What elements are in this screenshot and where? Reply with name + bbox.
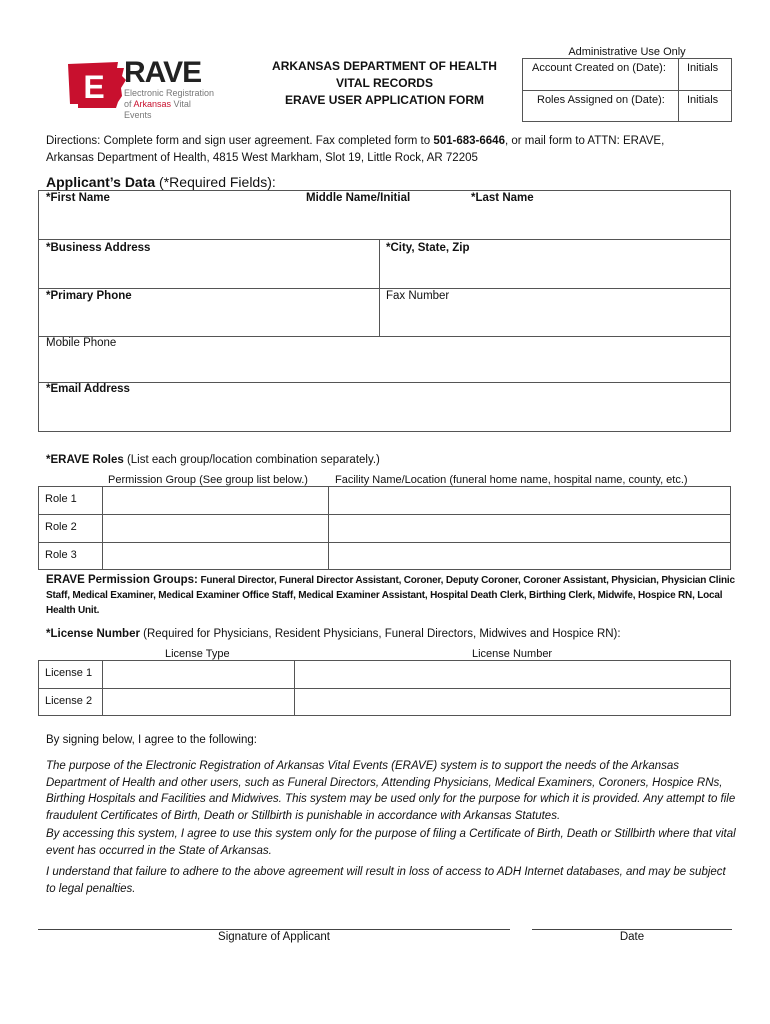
role-2-label: Role 2 <box>45 521 77 533</box>
license-col-number: License Number <box>472 648 553 660</box>
roles-col-facility: Facility Name/Location (funeral home name, hospital name, county, etc.) <box>335 474 688 486</box>
directions-address: Arkansas Department of Health, 4815 West Markham, Slot 19, Little Rock, AR 72205 <box>46 152 478 164</box>
business-address-label: *Business Address <box>46 242 151 254</box>
date-line[interactable] <box>532 929 732 930</box>
license-2-label: License 2 <box>45 695 93 707</box>
first-name-label: *First Name <box>46 192 110 204</box>
role-3-facility-field[interactable] <box>328 542 731 570</box>
applicant-section-title: Applicant’s Data (*Required Fields): <box>46 174 276 190</box>
fax-number: 501-683-6646 <box>433 135 505 147</box>
admin-roles-assigned-label: Roles Assigned on (Date): <box>537 94 665 106</box>
role-1-label: Role 1 <box>45 493 77 505</box>
header-form-title: ERAVE USER APPLICATION FORM <box>284 93 485 107</box>
last-name-label: *Last Name <box>471 192 534 204</box>
license-2-number-field[interactable] <box>294 688 731 716</box>
agreement-paragraph-1: The purpose of the Electronic Registration of Arkansas Vital Events (ERAVE) system is to support the needs of the Arkansas Department of Health and other users, such as Funeral Directors, Attending Physicians, Medical Examiners, Coroners, Hospice RNs, Birthing Hospitals and Facilities and Midwives. This system may be used only for the purpose for which it is provided. Any attempt to file fraudulent Certificates of Birth, Death or Stillbirth is punishable in accordance with Arkansas Statutes. <box>46 760 736 822</box>
agreement-paragraph-2: By accessing this system, I agree to use this system only for the purpose of filing a Certificate of Birth, Death or Stillbirth where that vital event has occurred in the State of Arkansas. <box>46 828 736 857</box>
logo-mark: E <box>83 69 105 105</box>
license-1-number-field[interactable] <box>294 660 731 689</box>
license-2-type-field[interactable] <box>102 688 295 716</box>
city-state-zip-label: *City, State, Zip <box>386 242 470 254</box>
roles-section-title: *ERAVE Roles (List each group/location combination separately.) <box>46 454 380 466</box>
admin-account-created-label: Account Created on (Date): <box>532 62 666 74</box>
admin-initials-label-1: Initials <box>687 62 719 74</box>
arkansas-state-icon <box>66 58 128 110</box>
logo-tagline-line1: Electronic Registration <box>124 88 215 98</box>
email-field[interactable] <box>38 382 731 432</box>
role-1-facility-field[interactable] <box>328 486 731 515</box>
role-2-facility-field[interactable] <box>328 514 731 543</box>
license-1-label: License 1 <box>45 667 93 679</box>
middle-name-label: Middle Name/Initial <box>306 192 411 204</box>
logo-tagline-line2: of Arkansas Vital Events <box>124 99 191 120</box>
role-1-permission-group-field[interactable] <box>102 486 329 515</box>
logo-tagline <box>124 88 216 121</box>
role-2-permission-group-field[interactable] <box>102 514 329 543</box>
admin-initials-label-2: Initials <box>687 94 719 106</box>
signature-label: Signature of Applicant <box>218 931 330 943</box>
header-division: VITAL RECORDS <box>336 76 433 90</box>
signature-line[interactable] <box>38 929 510 930</box>
role-3-permission-group-field[interactable] <box>102 542 329 570</box>
admin-use-box <box>522 58 732 122</box>
agreement-paragraph-3: I understand that failure to adhere to the above agreement will result in loss of access to ADH Internet databases, and may be subject to legal penalties. <box>46 866 726 895</box>
fax-number-label: Fax Number <box>386 290 450 302</box>
primary-phone-label: *Primary Phone <box>46 290 132 302</box>
license-1-type-field[interactable] <box>102 660 295 689</box>
license-col-type: License Type <box>165 648 230 660</box>
date-label: Date <box>619 931 645 943</box>
email-label: *Email Address <box>46 383 130 395</box>
roles-table <box>38 486 731 570</box>
directions: Directions: Complete form and sign user agreement. Fax completed form to 501-683-6646, or mail form to ATTN: ERAVE, Arkansas Department of Health, 4815 West Markham, Slot 19, Little Rock, AR 72205 <box>46 133 736 167</box>
mobile-phone-field[interactable] <box>38 336 731 383</box>
roles-col-permission-group: Permission Group (See group list below.) <box>108 474 308 486</box>
erave-logo <box>66 56 216 120</box>
role-3-label: Role 3 <box>45 549 77 561</box>
agreement-intro: By signing below, I agree to the following: <box>46 734 257 746</box>
permission-groups-list: Funeral Director, Funeral Director Assistant, Coroner, Deputy Coroner, Coroner Assistant, Physician, Physician Clinic Staff, Medical Examiner, Medical Examiner Office Staff, Medical Examiner Assistant, Hospital Death Clerk, Birthing Clerk, Midwife, Hospice RN, Local Health Unit <box>46 575 735 616</box>
header-agency: ARKANSAS DEPARTMENT OF HEALTH <box>272 59 497 73</box>
permission-groups: ERAVE Permission Groups: Funeral Director, Funeral Director Assistant, Coroner, Deputy Coroner, Coroner Assistant, Physician, Physician Clinic Staff, Medical Examiner, Medical Examiner Office Staff, Medical Examiner Assistant, Hospital Death Clerk, Birthing Clerk, Midwife, Hospice RN, Local Health Unit. <box>46 574 735 616</box>
mobile-phone-label: Mobile Phone <box>46 337 117 349</box>
admin-caption: Administrative Use Only <box>568 46 686 58</box>
logo-tagline-accent: Arkansas <box>133 99 172 109</box>
license-table <box>38 660 731 716</box>
license-section-title: *License Number (Required for Physicians, Resident Physicians, Funeral Directors, Midwives and Hospice RN): <box>46 628 621 640</box>
applicant-table <box>38 190 731 432</box>
logo-word: RAVE <box>124 56 202 89</box>
